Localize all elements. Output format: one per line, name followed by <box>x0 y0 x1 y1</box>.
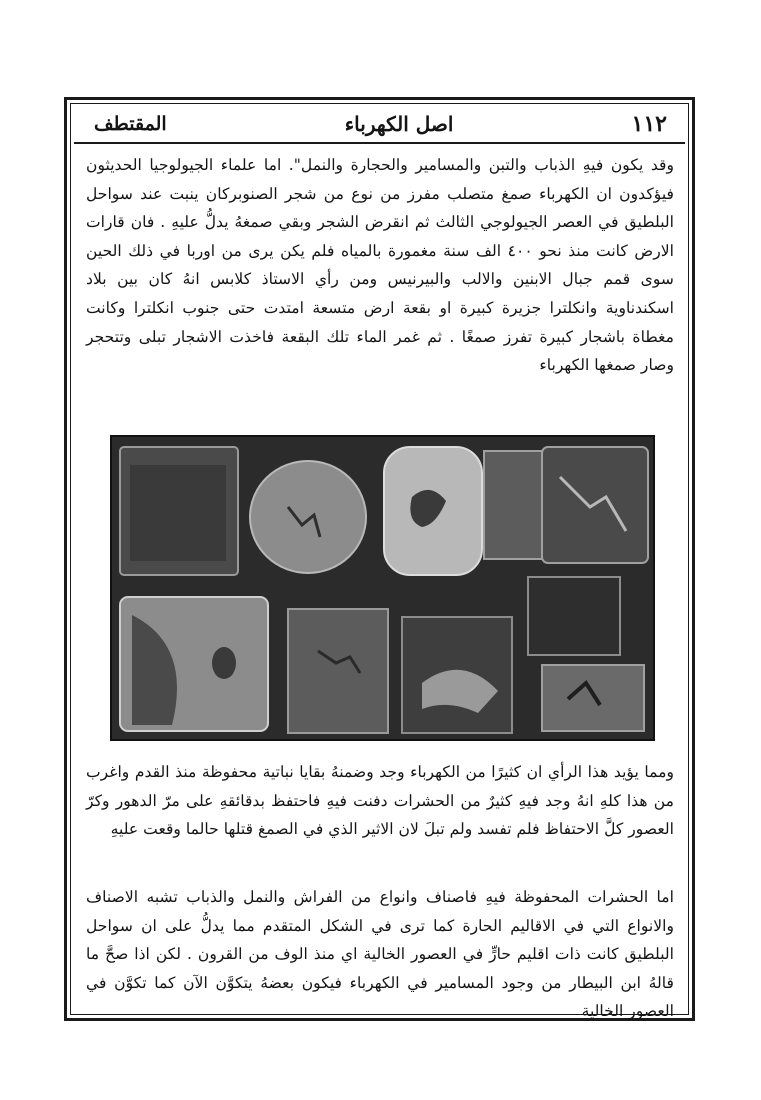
amber-photo <box>112 437 653 739</box>
paragraph-2: ومما يؤيد هذا الرأي ان كثيرًا من الكهرباء وجد وضمنهُ بقايا نباتية محفوظة منذ القدم واغرب من هذا كلهِ انهُ وجد فيهِ كثيرٌ من الحشرات دفنت فيهِ فاحتفظ بدقائقهِ على مرّ الدهور وكرّ العصور كلَّ الاحتفاظ فلم تفسد ولم تبلَ لان الاثير الذي في الصمغ قتلها حالما وقعت عليهِ <box>86 763 674 839</box>
header-divider <box>74 142 685 144</box>
running-title: اصل الكهرباء <box>344 112 454 136</box>
amber-specimen <box>250 461 366 573</box>
amber-specimen <box>528 577 620 655</box>
amber-specimen <box>484 451 546 559</box>
page-header <box>74 106 685 142</box>
amber-specimen <box>288 609 388 733</box>
journal-name: المقتطف <box>94 113 167 135</box>
amber-specimens-figure <box>110 435 655 741</box>
paragraph-1: وقد يكون فيهِ الذباب والتبن والمسامير والحجارة والنمل". اما علماء الجيولوجيا الحديثون فيؤكدون ان الكهرباء صمغ متصلب مفرز من نوع من شجر الصنوبركان ينبت عند سواحل البلطيق في العصر الجيولوجي الثالث ثم انقرض الشجر وبقي صمغهُ يدلُّ عليهِ . فان قارات الارض كانت منذ نحو ٤٠٠ الف سنة مغمورة بالمياه فلم يكن يرى من اوربا في ذلك الحين سوى قمم جبال الابنين والالب والبيرنيس ومن رأي الاستاذ كلابس انهُ كان بين بلاد اسكندناوية وانكلترا جزيرة كبيرة او بقعة ارض متسعة امتدت حتى جنوب انكلترا وكانت مغطاة باشجار كبيرة تفرز صمغًا . ثم غمر الماء تلك البقعة فاخذت الاشجار تبلى وتتحجر وصار صمغها الكهرباء <box>86 156 674 375</box>
page-number: ١١٢ <box>631 111 667 137</box>
amber-specimen <box>542 665 644 731</box>
paragraph-3: اما الحشرات المحفوظة فيهِ فاصناف وانواع من الفراش والنمل والذباب تشبه الاصناف والانواع التي في الاقاليم الحارة كما ترى في الشكل المتقدم مما يدلُّ على ان سواحل البلطيق كانت ذات اقليم حارٍّ في العصور الخالية اي منذ الوف من القرون . لكن اذا صحَّ ما قالهُ ابن البيطار من وجود المسامير في الكهرباء فيكون بعضهُ يتكوَّن الآن كما تكوَّن في العصور الخالية <box>86 888 674 1021</box>
